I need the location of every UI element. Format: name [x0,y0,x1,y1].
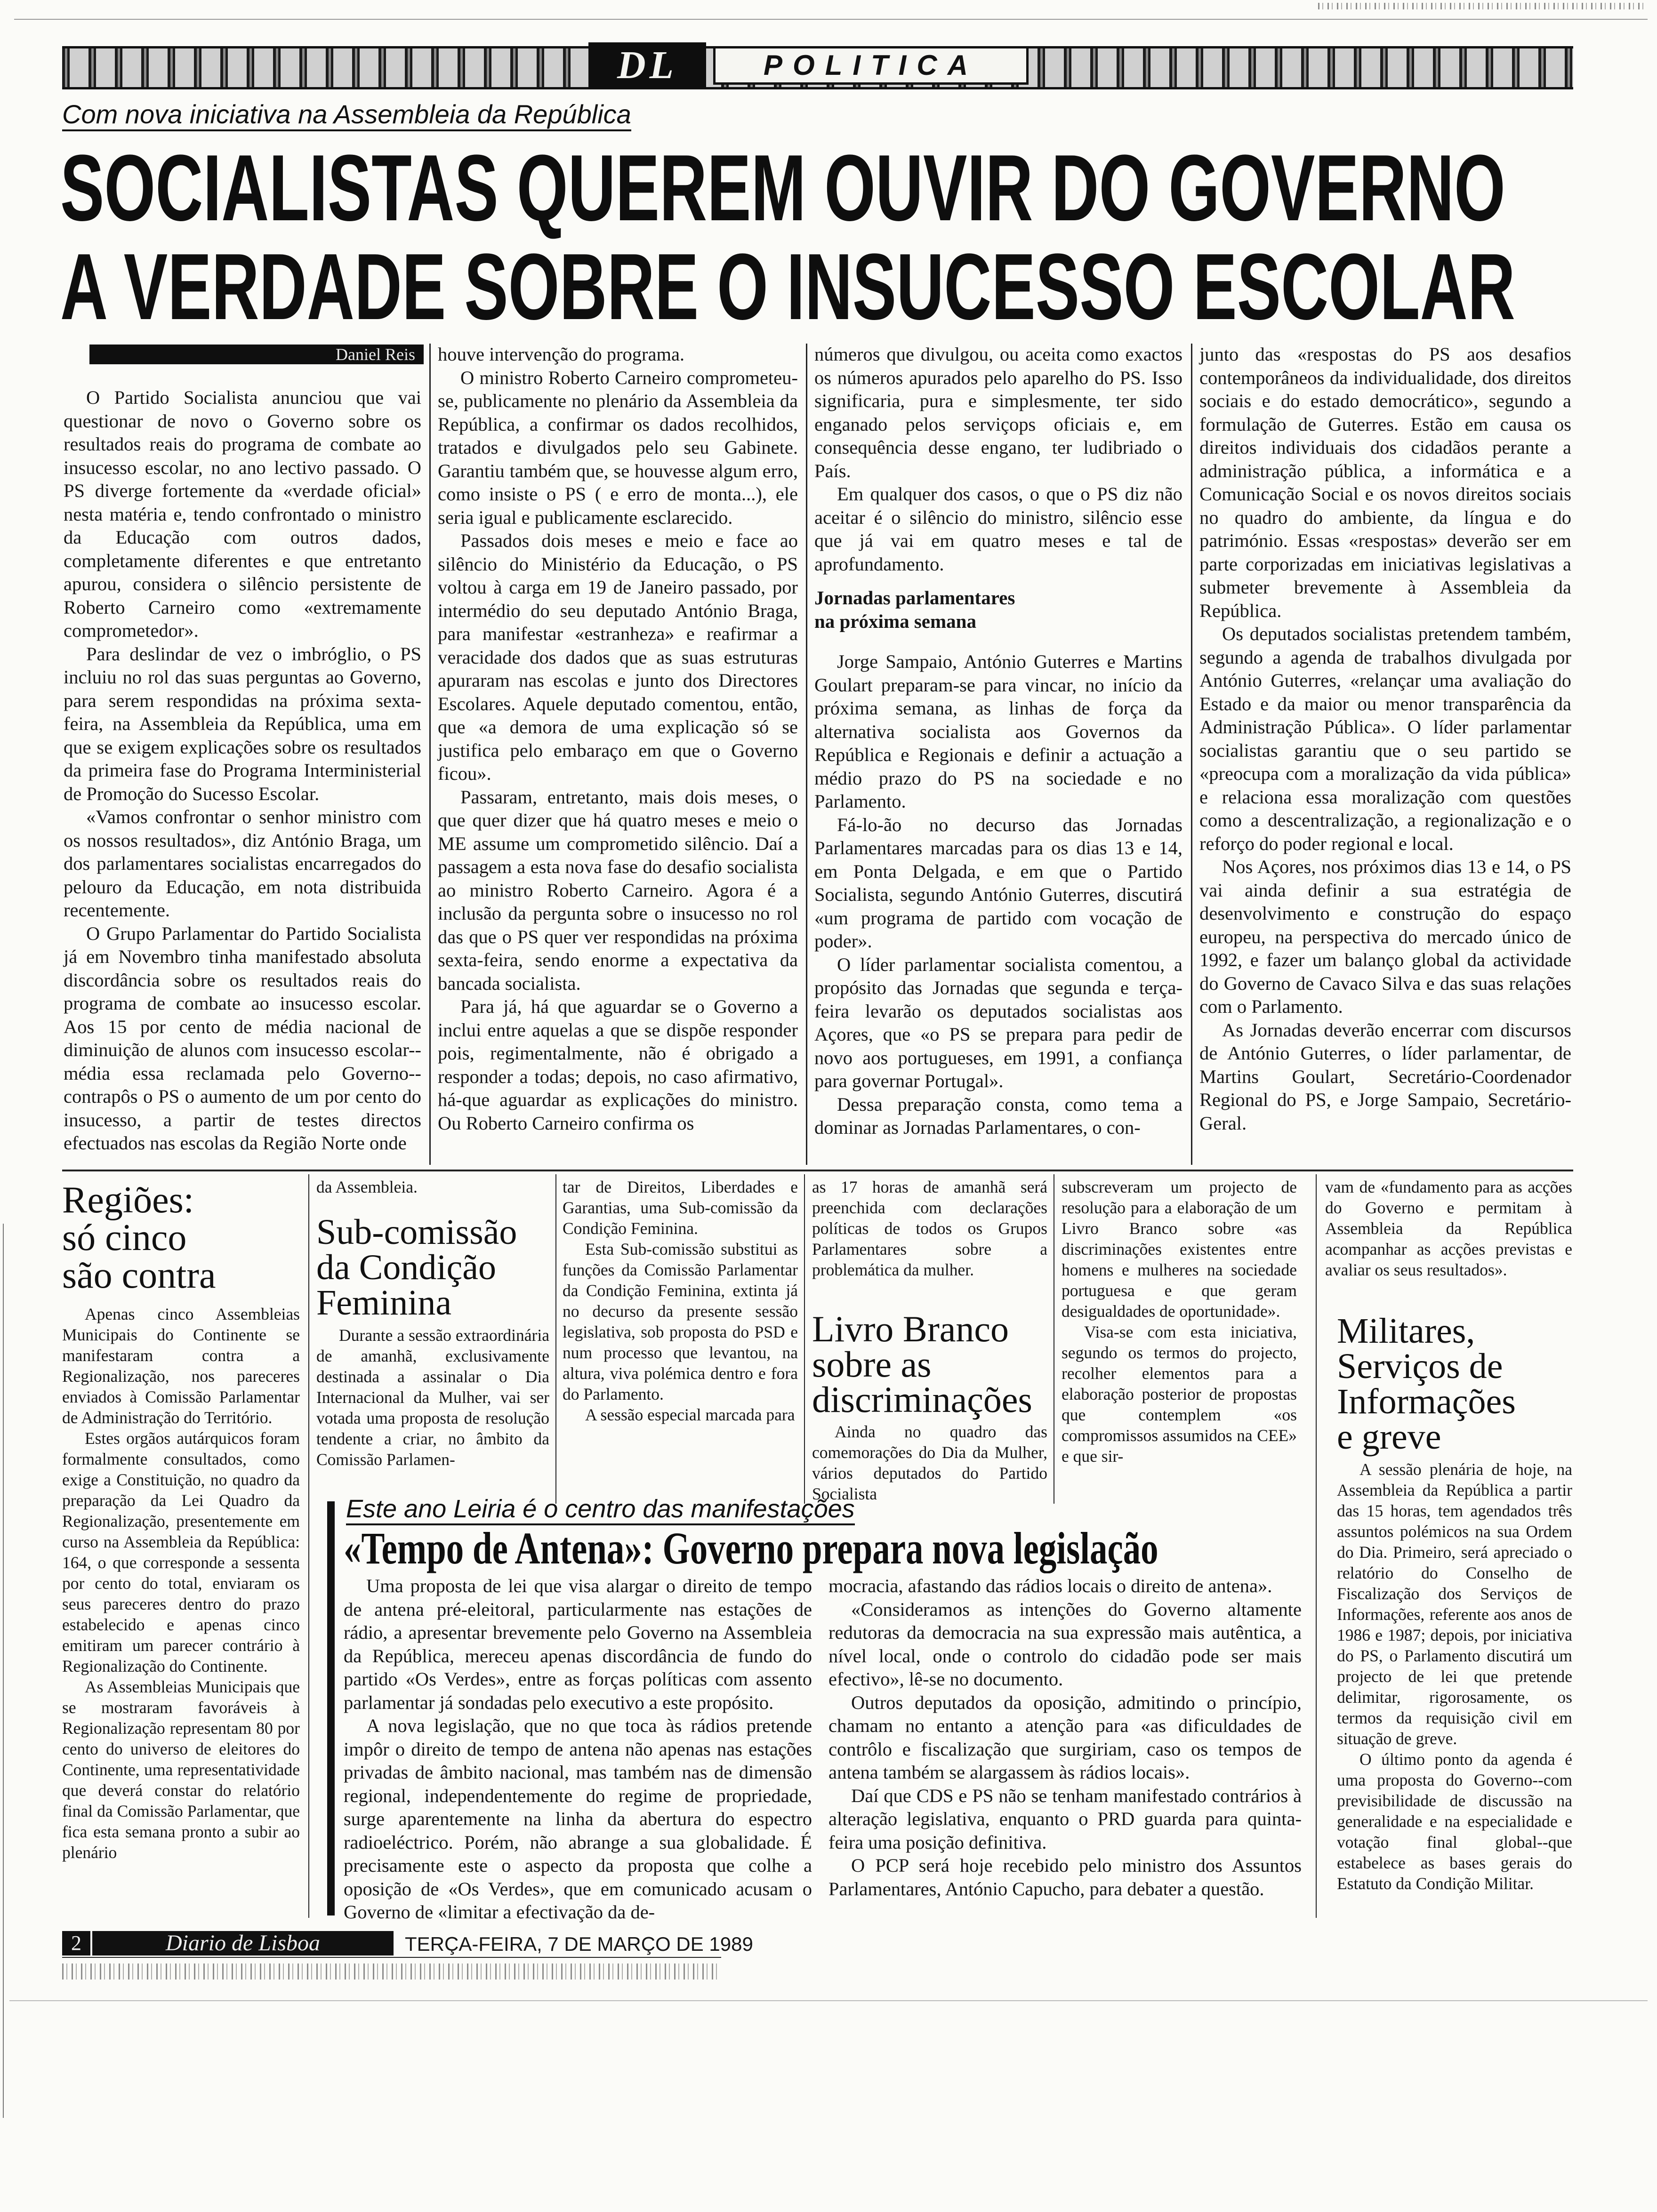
section-divider [62,1170,1573,1171]
regioes-column [62,1304,300,2031]
livro-column-1 [812,1421,1047,1503]
militares-title-line3: Informações [1337,1382,1516,1421]
militares-title-line2: Serviços de [1337,1346,1503,1386]
paragraph: mocracia, afastando das rádios locais o direito de antena». [828,1575,1272,1596]
paragraph: houve intervenção do programa. [438,344,685,365]
antena-left-bar [327,1501,335,1915]
crosshead-line1: Jornadas parlamentares [814,587,1015,609]
paragraph: A sessão especial marcada para [585,1405,795,1424]
main-column-4 [1199,343,1571,1167]
livro-title-line2: sobre as [812,1344,932,1385]
paragraph: «Consideramos as intenções do Governo altamente redutoras da democracia na sua expressão mais autêntica, a nível local, onde o controlo do cidadão pode ser mais efectivo», lê-se no documento. [828,1598,1302,1690]
paragraph: Apenas cinco Assembleias Municipais do Continente se manifestaram contra a Regionalização, nos pareceres enviados à Comissão Parlamentar de Administração do Território. [62,1305,300,1427]
paragraph: Estes orgãos autárquicos foram formalmente consultados, como exige a Constituição, no quadro da preparação da Lei Quadro da Regionalização, presentemente em curso na Assembleia da República: 164, o que corresponde a sessenta por cento do total, enviaram os seus pareceres dentro do prazo estabelecido e apenas cinco emitiram um parecer contrário à Regionalização do Continente. [62,1429,300,1675]
column-rule [1191,344,1192,1165]
column-rule [804,1174,805,1504]
paragraph: Para já, há que aguardar se o Governo a inclui entre aquelas a que se dispõe responder pois, regimentalmente, não é obrigado a responder a todas; depois, no caso afirmativo, há-que aguardar as explicações do ministro. Ou Roberto Carneiro confirma os [438,996,798,1134]
paragraph: As Jornadas deverão encerrar com discursos de António Guterres, o líder parlamentar, de Martins Goulart, Secretário-Coordenador Regional do PS, e Jorge Sampaio, Secretário-Geral. [1199,1019,1571,1134]
byline: Daniel Reis [336,345,415,364]
livro-column-3 [1325,1177,1572,1301]
antena-headline: «Tempo de Antena»: Governo prepara nova legislação [344,1523,1158,1573]
militares-column [1337,1459,1572,1930]
regioes-title-line2: só cinco [62,1217,187,1258]
antena-column-2 [828,1574,1302,1923]
paragraph: Para deslindar de vez o imbróglio, o PS incluiu no rol das suas perguntas ao Governo, para serem respondidas na próxima sexta-feira, na Assembleia da República, uma em que se exigem explicações sobre os resultados da primeira fase do Programa Interministerial de Promoção do Sucesso Escolar. [64,643,421,804]
paper-name: Diario de Lisboa [165,1931,321,1956]
paragraph: O último ponto da agenda é uma proposta do Governo--com previsibilidade de discussão na generalidade e na especialidade e votação final global--que estabelece as bases gerais do Estatuto da Condição Militar. [1337,1750,1572,1893]
paragraph: Outros deputados da oposição, admitindo o princípio, chamam no entanto a atenção para «as dificuldades de contrôlo e fiscalização que surgiriam, caso os tempos de antena também se alargassem às rádios locais». [828,1691,1302,1783]
feminina-column-1 [316,1325,549,1475]
crosshead-line2: na próxima semana [814,610,976,632]
footer-paper-box [92,1931,394,1956]
paragraph: Passaram, entretanto, mais dois meses, o que quer dizer que há quatro meses e meio o ME assume um comprometido silêncio. Daí a passagem a esta nova fase do desafio socialista ao ministro Roberto Carneiro. Agora é a inclusão da pergunta sobre o insucesso no rol das que o PS quer ver respondidas na próxima sexta-feira, sendo enorme a expectativa da bancada socialista. [438,786,798,994]
livro-column-2 [1062,1177,1297,1501]
footer-rule [62,1957,721,1958]
paragraph: Fá-lo-ão no decurso das Jornadas Parlamentares marcadas para os dias 13 e 14, em Ponta Delgada, e em que o Partido Socialista, segundo António Guterres, discutirá «um programa de partido com vocação de poder». [814,814,1182,952]
paragraph: da Assembleia. [316,1178,418,1196]
section-title: POLITICA [764,49,978,81]
paragraph: as 17 horas de amanhã será preenchida com declarações políticas de todos os Grupos Parlamentares sobre a problemática da mulher. [812,1178,1047,1279]
paragraph: «Vamos confrontar o senhor ministro com os nossos resultados», diz António Braga, um dos parlamentares socialistas encarregados do pelouro da Educação, em nota distribuida recentemente. [64,806,421,921]
paragraph: Daí que CDS e PS não se tenham manifestado contrários à alteração legislativa, enquanto o PRD guarda para quinta-feira uma posição definitiva. [828,1785,1302,1853]
section-label [713,46,1029,85]
scan-edge-line [9,2000,1648,2001]
column-rule [429,344,431,1165]
paragraph: Os deputados socialistas pretendem também, segundo a agenda de trabalhos divulgada por António Guterres, «relançar uma avaliação do Estado e da maior ou menor transparência da Administração Pública». O líder parlamentar socialistas garantiu que o seu partido se «preocupa com a moralização da vida pública» e relaciona essa moralização com questões como a descentralização, a regionalização e o reforço do poder regional e local. [1199,623,1571,854]
paragraph: vam de «fundamento para as acções do Governo e permitam à Assembleia da República acompanhar as acções previstas e avaliar os seus resultados». [1325,1178,1572,1279]
main-column-1 [64,386,421,1167]
paragraph: As Assembleias Municipais que se mostraram favoráveis à Regionalização representam 80 por cento do universo de eleitores do Continente, uma representatividade que deverá constar do relatório final da Comissão Parlamentar, que fica esta semana pronto a subir ao plenário [62,1677,300,1862]
regioes-title-line1: Regiões: [62,1179,194,1221]
paragraph: O PCP será hoje recebido pelo ministro dos Assuntos Parlamentares, António Capucho, para debater a questão. [828,1855,1302,1899]
antena-column-1 [344,1574,812,1923]
column-rule [555,1174,556,1504]
paragraph: Jorge Sampaio, António Guterres e Martins Goulart preparam-se para vincar, no início da próxima semana, as linhas de força da alternativa socialista aos Governos da República e Regionais e definir a actuação a médio prazo do PS na sociedade e no Parlamento. [814,651,1182,812]
feminina-continuation [316,1177,514,1200]
main-column-3 [814,343,1182,1167]
footer-date: TERÇA-FEIRA, 7 DE MARÇO DE 1989 [405,1933,753,1955]
paragraph: Ainda no quadro das comemorações do Dia da Mulher, vários deputados do Partido Socialista [812,1422,1047,1503]
paragraph: Passados dois meses e meio e face ao silêncio do Ministério da Educação, o PS voltou à carga em 19 de Janeiro passado, por intermédio do seu deputado António Braga, para manifestar «estranheza» e reafirmar a veracidade dos dados que as suas estruturas apuraram nas escolas e junto dos Directores Escolares. Aquele deputado comentou, então, que «a demora de uma explicação só se justifica pelo embaraço em que o Governo ficou». [438,530,798,784]
paragraph: A nova legislação, que no que toca às rádios pretende impôr o direito de tempo de antena não apenas nas estações privadas de âmbito nacional, mas também nas de dimensão regional, independentemente do regime de propriedade, surge aparentemente na linha da abertura do espectro radioeléctrico. Porém, não abrange a sua globalidade. É precisamente este o aspecto da proposta que colhe a oposição de «Os Verdes», que em comunicado acusam o Governo de «limitar a efectivação da de- [344,1715,812,1923]
paragraph: A sessão plenária de hoje, na Assembleia da República a partir das 15 horas, tem agendados três assuntos polémicos na sua Ordem do Dia. Primeiro, será apreciado o relatório do Conselho de Fiscalização dos Serviços de Informações, referente aos anos de 1986 e 1987; depois, por iniciativa do PS, o Parlamento discutirá um projecto de lei que pretende delimitar, rigorosamente, os termos da requisição civil em situação de greve. [1337,1460,1572,1748]
paragraph: números que divulgou, ou aceita como exactos os números apurados pelo aparelho do PS. Isso significaria, pura e simplesmente, ter sido enganado pelos serviçops oficiais e, em consequência desse engano, ter ludibriado o País. [814,344,1182,481]
paragraph: O Partido Socialista anunciou que vai questionar de novo o Governo sobre os resultados reais do programa de combate ao insucesso escolar, no ano lectivo passado. O PS diverge fortemente da «verdade oficial» nesta matéria e, tendo confrontado o ministro da Educação com outros dados, completamente diferentes e que entretanto apurou, considera o silêncio persistente de Roberto Carneiro como «extremamente comprometedor». [64,387,421,641]
antena-kicker: Este ano Leiria é o centro das manifestações [346,1494,855,1525]
logo: DL [617,43,677,87]
column-rule [1316,1174,1317,1918]
livro-title-line3: discriminações [812,1379,1032,1420]
column-rule [308,1174,309,1918]
paragraph: O ministro Roberto Carneiro comprometeu-se, publicamente no plenário da Assembleia da República, a confirmar os dados recolhidos, tratados e divulgados pelo seu Gabinete. Garantiu também que, se houvesse algum erro, como insiste o PS ( e erro de monta...), ele seria igual e publicamente esclarecido. [438,367,798,528]
main-headline-line1: SOCIALISTAS QUEREM OUVIR DO GOVERNO [60,136,1505,240]
page-number: 2 [71,1931,81,1955]
paragraph: tar de Direitos, Liberdades e Garantias, uma Sub-comissão da Condição Feminina. [563,1178,798,1238]
feminina-title-line2: da Condição [316,1248,497,1287]
feminina-column-3 [812,1177,1047,1299]
logo-box [588,42,706,88]
main-headline-line2: A VERDADE SOBRE O INSUCESSO ESCOLAR [60,234,1515,339]
byline-bar [89,345,424,364]
paragraph: Nos Açores, nos próximos dias 13 e 14, o PS vai ainda definir a sua estratégia de desenvolvimento e construção do espaço europeu, na perspectiva do mercado único de 1992, e fazer um balanço global da actividade do Governo de Cavaco Silva e das suas relações com o Parlamento. [1199,856,1571,1017]
scan-edge-top [1318,3,1648,9]
scan-edge-left [3,1224,4,2118]
feminina-title-line3: Feminina [316,1283,452,1322]
feminina-title-line1: Sub-comissão [316,1212,517,1252]
scan-edge-line [14,19,1648,20]
paragraph: Esta Sub-comissão substitui as funções da Comissão Parlamentar da Condição Feminina, extinta já no decurso da presente sessão legislativa, sob proposta do PSD e num processo que levantou, na altura, viva polémica dentro e fora do Parlamento. [563,1240,798,1403]
paragraph: O líder parlamentar socialista comentou, a propósito das Jornadas que segunda e terça-feira levarão os deputados socialistas aos Açores, que «o PS se prepara para pedir de novo aos portugueses, em 1991, a confiança para governar Portugal». [814,954,1182,1091]
paragraph: O Grupo Parlamentar do Partido Socialista já em Novembro tinha manifestado absoluta discordância sobre os resultados reais do programa de combate ao insucesso escolar. Aos 15 por cento de média nacional de diminuição de alunos com insucesso escolar--média essa reclamada pelo Governo--contrapôs o PS o aumento de um por cento do insucesso, a partir de testes directos efectuados nas escolas da Região Norte onde [64,922,421,1154]
paragraph: subscreveram um projecto de resolução para a elaboração de um Livro Branco sobre «as discriminações existentes entre homens e mulheres na sociedade portuguesa e que geram desigualdades de oportunidade». [1062,1178,1297,1321]
main-column-2 [438,343,798,1167]
militares-title-line4: e greve [1337,1417,1441,1457]
paragraph: Durante a sessão extraordinária de amanhã, exclusivamente destinada a assinalar o Dia Internacional da Mulher, vai ser votada uma proposta de resolução tendente a criar, no âmbito da Comissão Parlamen- [316,1326,549,1469]
footer-page-box [62,1931,90,1956]
column-rule [806,344,807,1165]
crosshead [814,586,1182,633]
main-kicker: Com nova iniciativa na Assembleia da República [62,99,631,131]
feminina-column-2 [563,1177,798,1501]
livro-title-line1: Livro Branco [812,1308,1009,1349]
militares-title-line1: Militares, [1337,1311,1475,1351]
paragraph: junto das «respostas do PS aos desafios contemporâneos da individualidade, dos direitos sociais e do estado democrático», segundo a formulação de Guterres. Estão em causa os direitos individuais dos cidadãos perante a administração pública, a informática e a Comunicação Social e os novos direitos sociais no quadro do ambiente, da língua e do património. Essas «respostas» deverão ser em parte corporizadas em iniciativas legislativas a submeter brevemente à Assembleia da República. [1199,344,1571,621]
scan-edge-bottom [62,1964,721,1980]
paragraph: Uma proposta de lei que visa alargar o direito de tempo de antena pré-eleitoral, particularmente nas estações de rádio, a apresentar brevemente pelo Governo na Assembleia da República, mereceu apenas discordância de fundo do partido «Os Verdes», entre as forças políticas com assento parlamentar já sondadas pelo executivo a este propósito. [344,1575,812,1713]
regioes-title-line3: são contra [62,1255,216,1296]
paragraph: Visa-se com esta iniciativa, segundo os termos do projecto, recolher elementos para a elaboração posterior de propostas que contemplem «os compromissos assumidos na CEE» e que sir- [1062,1322,1297,1466]
paragraph: Em qualquer dos casos, o que o PS diz não aceitar é o silêncio do ministro, silêncio esse que já vai em quatro meses e tal de aprofundamento. [814,483,1182,575]
paragraph: Dessa preparação consta, como tema a dominar as Jornadas Parlamentares, o con- [814,1093,1182,1138]
